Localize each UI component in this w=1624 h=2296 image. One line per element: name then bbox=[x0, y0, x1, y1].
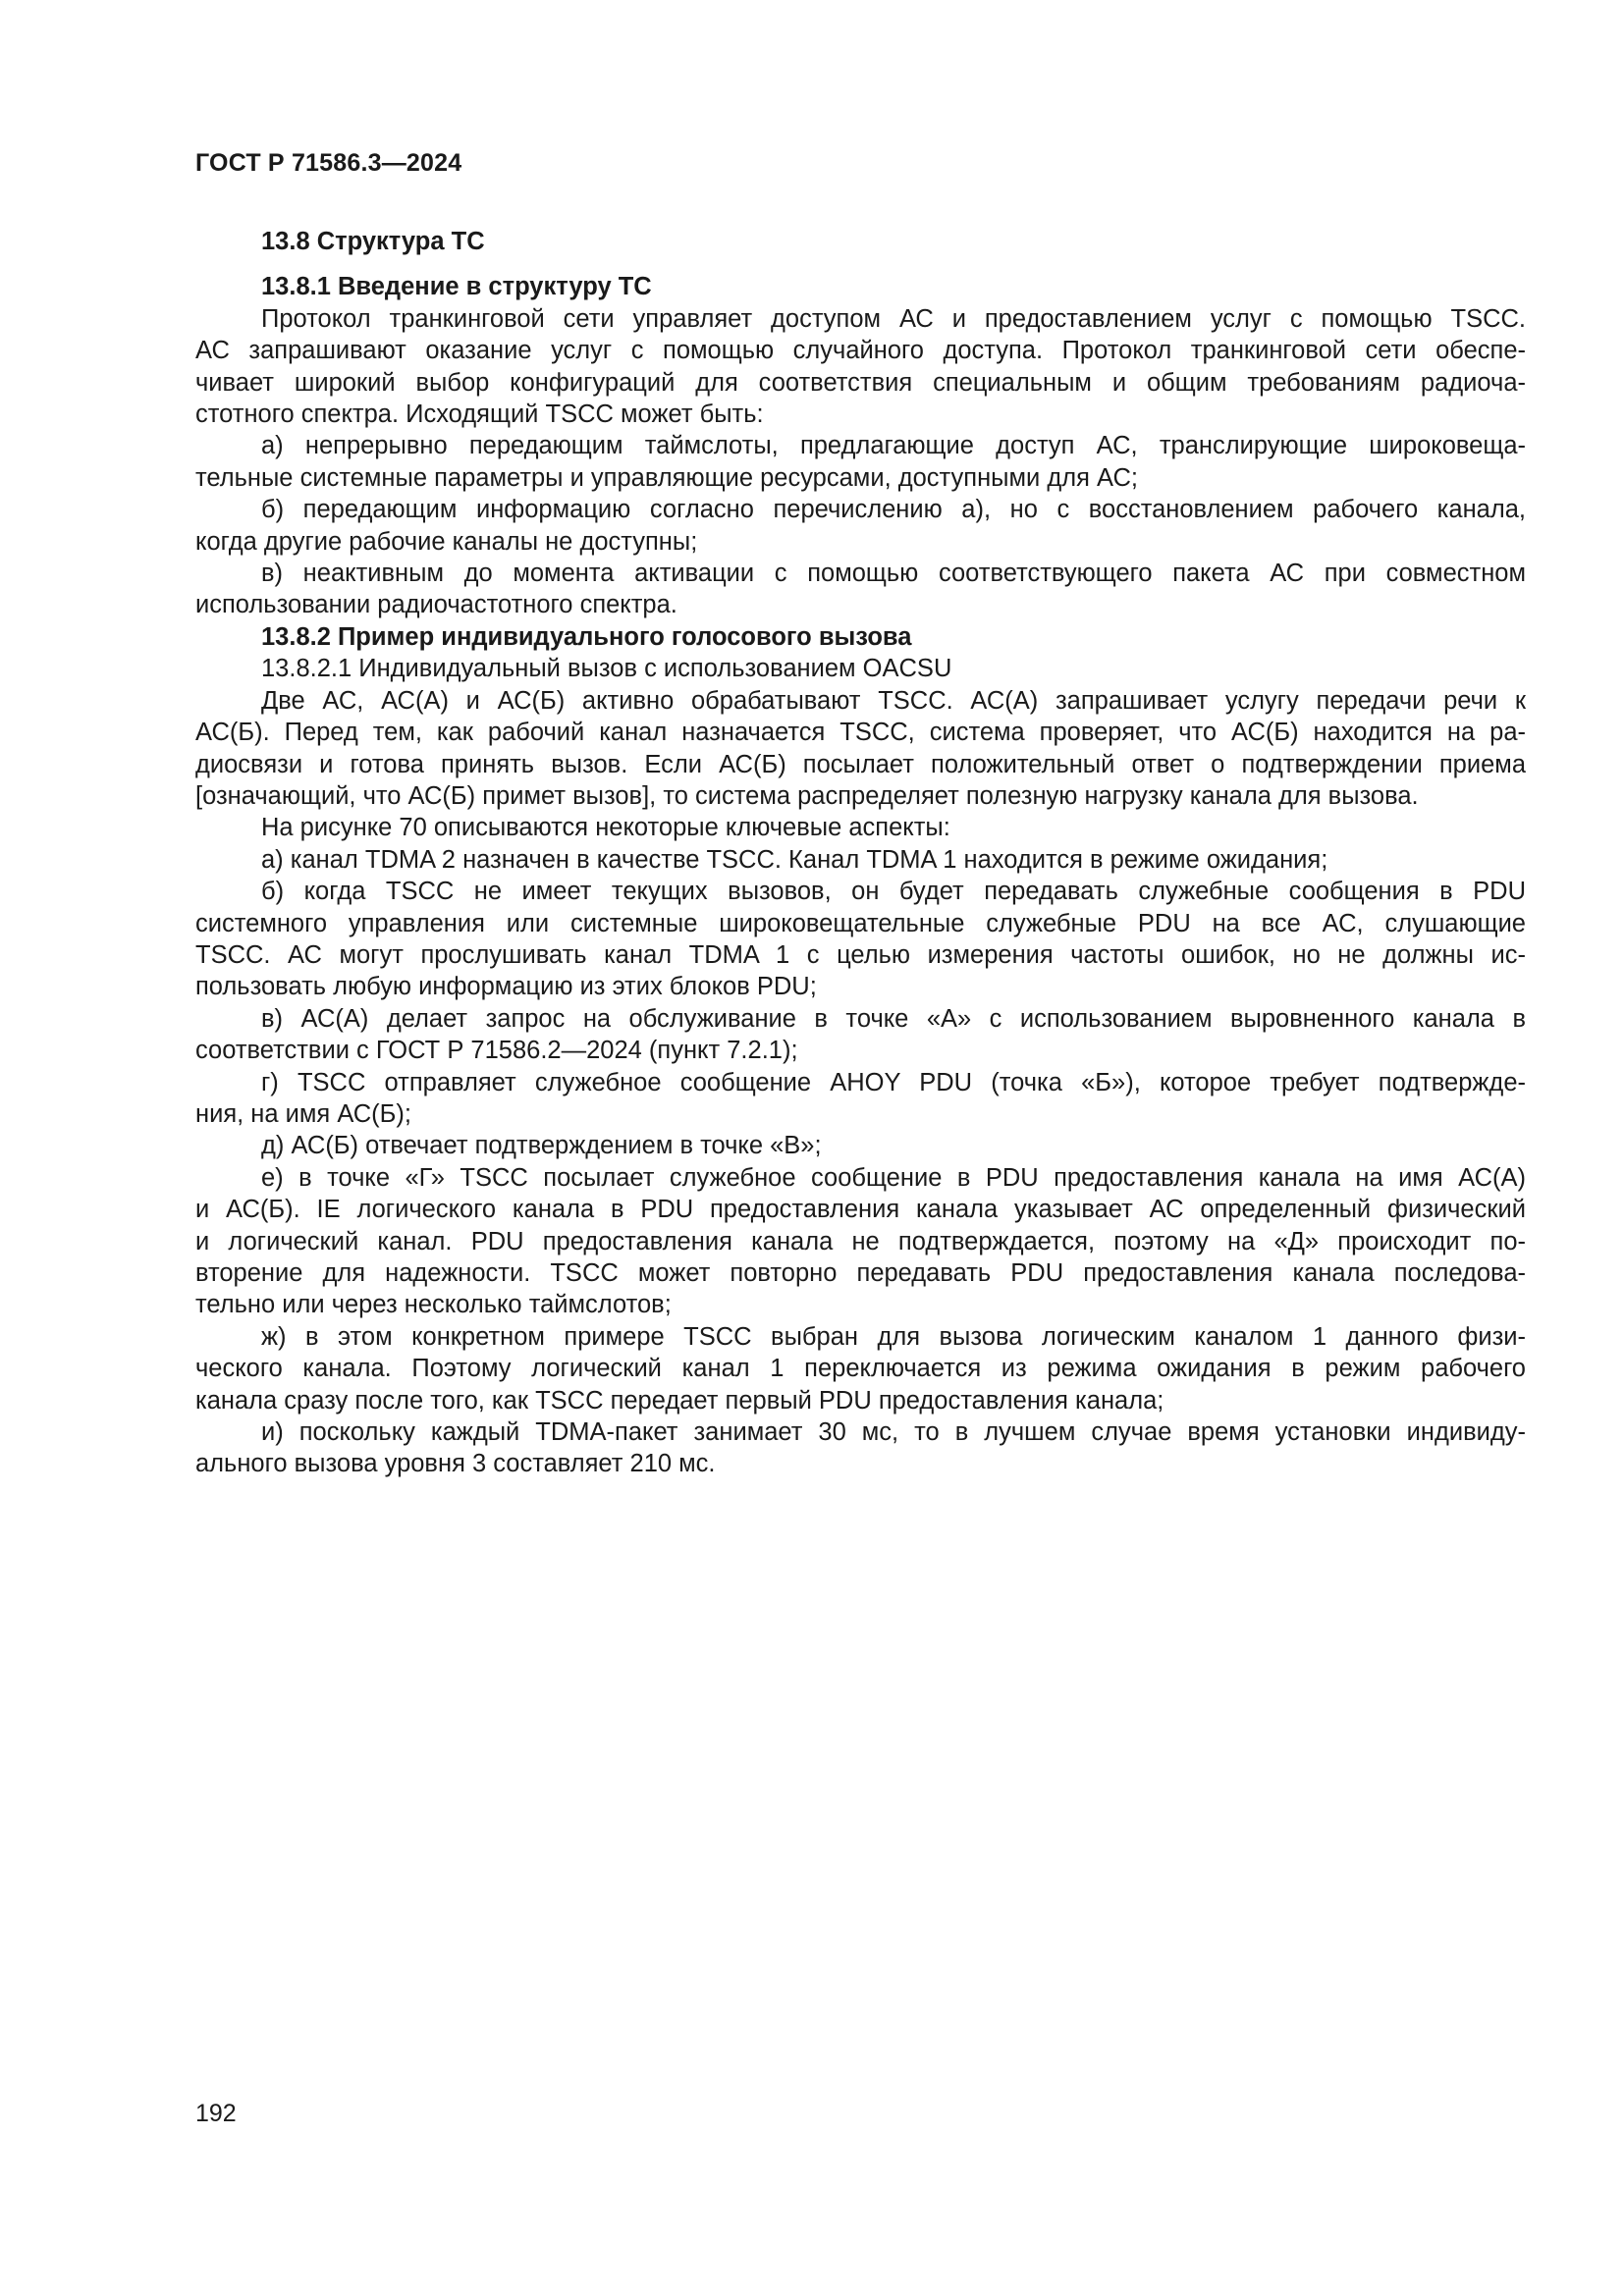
text-line: системного управления или системные широковещательные служебные PDU на все АС, слушающие bbox=[195, 909, 1526, 937]
text-line: [означающий, что АС(Б) примет вызов], то система распределяет полезную нагрузку канала для вызова. bbox=[195, 781, 1419, 810]
section-heading bbox=[195, 271, 1526, 302]
text-line: б) передающим информацию согласно перечислению а), но с восстановлением рабочего канала, bbox=[261, 496, 1526, 524]
paragraph bbox=[195, 558, 1526, 621]
text-line: а) непрерывно передающим таймслоты, предлагающие доступ АС, транслирующие широковеща- bbox=[261, 432, 1526, 460]
text-line: ж) в этом конкретном примере TSCC выбран для вызова логическим каналом 1 данного физи- bbox=[261, 1322, 1526, 1351]
paragraph bbox=[195, 1162, 1526, 1321]
text-line: когда другие рабочие каналы не доступны; bbox=[195, 527, 698, 556]
text-line: в) неактивным до момента активации с помощью соответствующего пакета АС при совместном bbox=[261, 560, 1526, 588]
text-line: ального вызова уровня 3 составляет 210 мс. bbox=[195, 1450, 716, 1478]
paragraph bbox=[195, 1321, 1526, 1416]
text-line: диосвязи и готова принять вызов. Если АС(Б) посылает положительный ответ о подтверждении приема bbox=[195, 750, 1526, 778]
paragraph bbox=[195, 844, 1526, 876]
text-line: использовании радиочастотного спектра. bbox=[195, 591, 677, 619]
page-number: 192 bbox=[195, 2100, 237, 2127]
text-line: стотного спектра. Исходящий TSCC может быть: bbox=[195, 400, 764, 429]
text-line: пользовать любую информацию из этих блоков PDU; bbox=[195, 973, 817, 1001]
text-line: 13.8.2.1 Индивидуальный вызов с использованием OACSU bbox=[261, 655, 952, 683]
text-line: и) поскольку каждый TDMA-пакет занимает 30 мс, то в лучшем случае время установки индивиду- bbox=[261, 1418, 1526, 1447]
text-line: АС запрашивают оказание услуг с помощью случайного доступа. Протокол транкинговой сети обеспе- bbox=[195, 337, 1526, 365]
document-code-header: ГОСТ Р 71586.3—2024 bbox=[195, 149, 462, 177]
text-line: 13.8.2 Пример индивидуального голосового вызова bbox=[261, 622, 912, 651]
text-line: д) АС(Б) отвечает подтверждением в точке «В»; bbox=[261, 1132, 822, 1160]
paragraph bbox=[195, 1130, 1526, 1161]
paragraph bbox=[195, 876, 1526, 1003]
text-line: а) канал TDMA 2 назначен в качестве TSCC. Канал TDMA 1 находится в режиме ожидания; bbox=[261, 845, 1328, 874]
paragraph bbox=[195, 303, 1526, 431]
text-line: б) когда TSCC не имеет текущих вызовов, он будет передавать служебные сообщения в PDU bbox=[261, 878, 1526, 906]
paragraph bbox=[195, 1067, 1526, 1131]
text-line: Протокол транкинговой сети управляет доступом АС и предоставлением услуг с помощью TSCC. bbox=[261, 304, 1526, 333]
text-line: Две АС, АС(А) и АС(Б) активно обрабатывают TSCC. АС(А) запрашивает услугу передачи речи к bbox=[261, 686, 1526, 715]
text-line: TSCC. АС могут прослушивать канал TDMA 1 с целью измерения частоты ошибок, но не должны ис- bbox=[195, 940, 1526, 969]
text-line: ния, на имя АС(Б); bbox=[195, 1099, 411, 1128]
paragraph bbox=[195, 812, 1526, 843]
text-line: вторение для надежности. TSCC может повторно передавать PDU предоставления канала последова- bbox=[195, 1259, 1526, 1287]
text-line: тельно или через несколько таймслотов; bbox=[195, 1291, 672, 1319]
paragraph bbox=[195, 430, 1526, 494]
paragraph bbox=[195, 1003, 1526, 1067]
text-line: На рисунке 70 описываются некоторые ключевые аспекты: bbox=[261, 814, 950, 842]
document-body bbox=[195, 226, 1526, 1480]
section-heading bbox=[195, 226, 1526, 257]
text-line: 13.8.1 Введение в структуру ТС bbox=[261, 273, 652, 301]
paragraph bbox=[195, 1416, 1526, 1480]
text-line: канала сразу после того, как TSCC передает первый PDU предоставления канала; bbox=[195, 1386, 1164, 1415]
text-line: АС(Б). Перед тем, как рабочий канал назначается TSCC, система проверяет, что АС(Б) находится на ра- bbox=[195, 719, 1526, 747]
text-line: соответствии с ГОСТ Р 71586.2—2024 (пункт 7.2.1); bbox=[195, 1037, 798, 1065]
section-heading bbox=[195, 621, 1526, 653]
text-line: ческого канала. Поэтому логический канал 1 переключается из режима ожидания в режим рабочего bbox=[195, 1355, 1526, 1383]
text-line: 13.8 Структура ТС bbox=[261, 228, 485, 255]
text-line: е) в точке «Г» TSCC посылает служебное сообщение в PDU предоставления канала на имя АС(А) bbox=[261, 1163, 1526, 1192]
text-line: г) TSCC отправляет служебное сообщение AHOY PDU (точка «Б»), которое требует подтвержде- bbox=[261, 1068, 1526, 1096]
text-line: и логический канал. PDU предоставления канала не подтверждается, поэтому на «Д» происходит по- bbox=[195, 1227, 1526, 1255]
text-line: чивает широкий выбор конфигураций для соответствия специальным и общим требованиям радиоча- bbox=[195, 368, 1526, 397]
subsection-title bbox=[195, 653, 1526, 684]
text-line: в) АС(А) делает запрос на обслуживание в точке «А» с использованием выровненного канала в bbox=[261, 1004, 1526, 1033]
text-line: и АС(Б). IE логического канала в PDU предоставления канала указывает АС определенный физический bbox=[195, 1196, 1526, 1224]
paragraph bbox=[195, 494, 1526, 558]
paragraph bbox=[195, 685, 1526, 813]
text-line: тельные системные параметры и управляющие ресурсами, доступными для АС; bbox=[195, 463, 1138, 492]
